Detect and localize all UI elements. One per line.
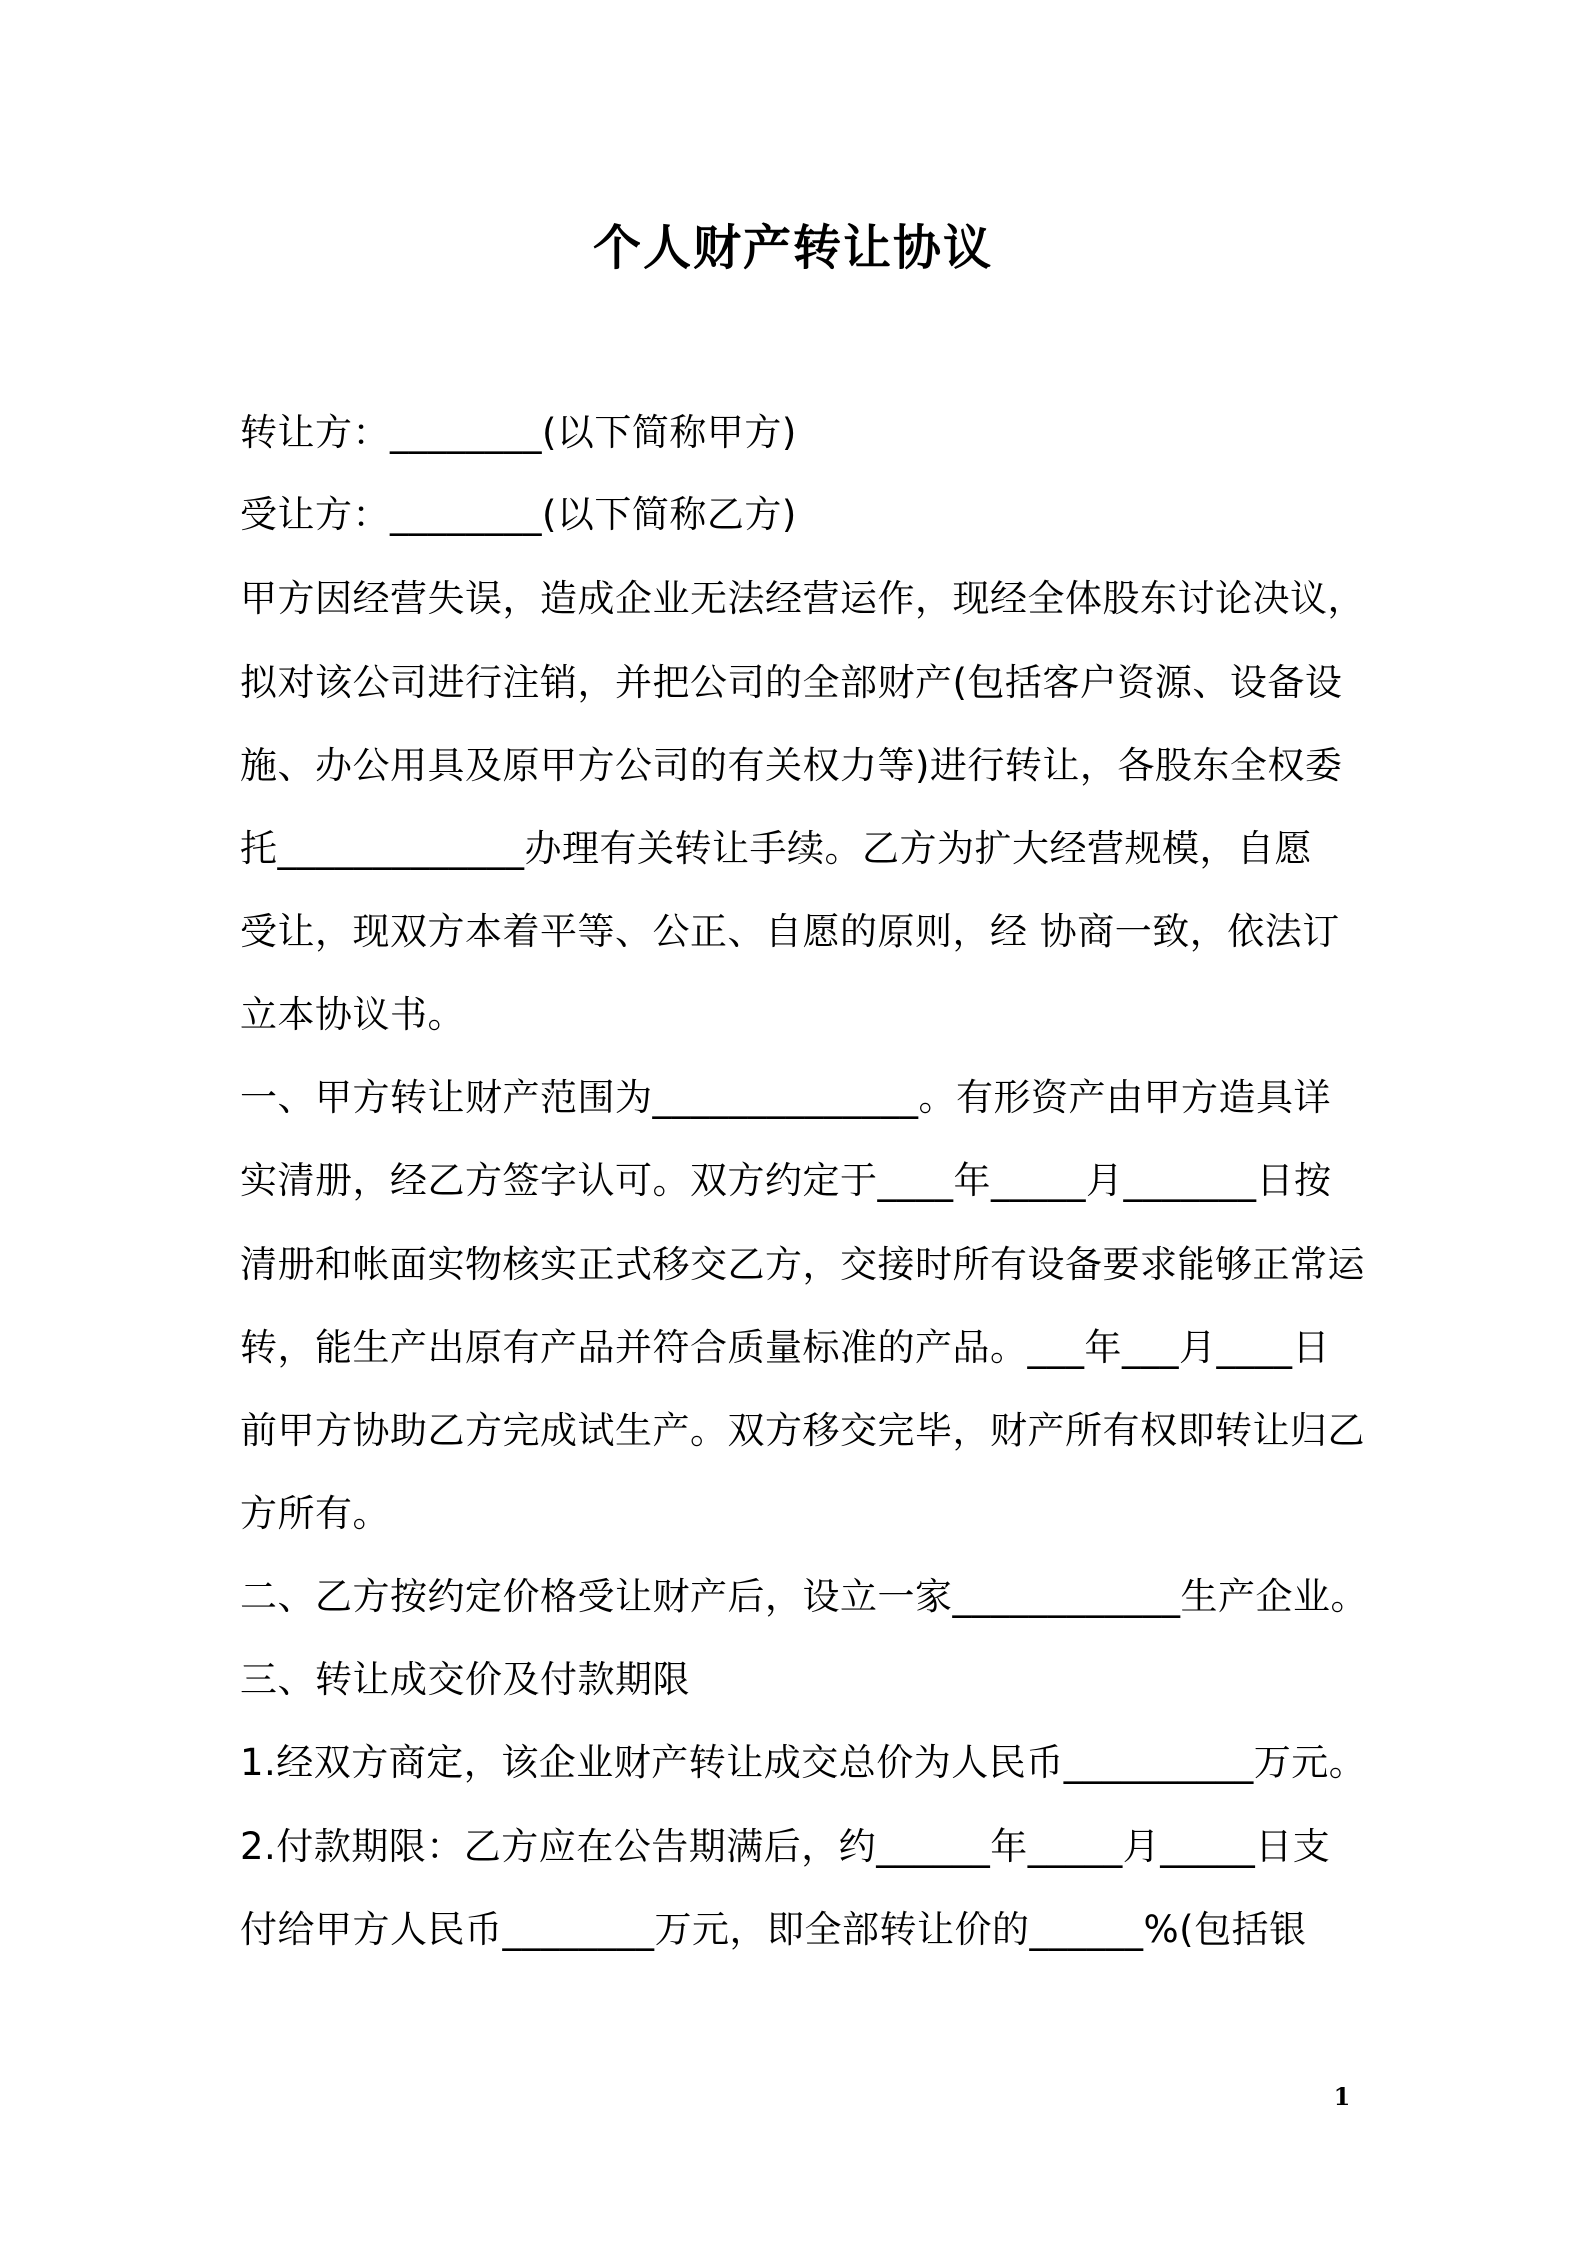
text-line: 付给甲方人民币________万元，即全部转让价的______%(包括银 [240,1908,1307,1951]
text-line: 方所有。 [240,1492,390,1535]
text-line: 受让方：________(以下简称乙方) [240,493,797,536]
text-line: 二、乙方按约定价格受让财产后，设立一家____________生产企业。 [240,1575,1368,1618]
text-line: 转让方：________(以下简称甲方) [240,411,797,454]
text-line: 甲方因经营失误，造成企业无法经营运作，现经全体股东讨论决议， [240,577,1365,620]
text-line: 受让，现双方本着平等、公正、自愿的原则，经 协商一致，依法订 [240,910,1340,953]
text-line: 施、办公用具及原甲方公司的有关权力等)进行转让，各股东全权委 [240,744,1343,787]
text-line: 前甲方协助乙方完成试生产。双方移交完毕，财产所有权即转让归乙 [240,1409,1365,1452]
text-line: 三、转让成交价及付款期限 [240,1658,690,1701]
text-line: 立本协议书。 [240,993,465,1036]
text-line: 托_____________办理有关转让手续。乙方为扩大经营规模，自愿 [240,827,1312,870]
text-line: 实清册，经乙方签字认可。双方约定于____年_____月_______日按 [240,1159,1332,1202]
text-line: 转，能生产出原有产品并符合质量标准的产品。___年___月____日 [240,1326,1330,1369]
text-line: 1.经双方商定，该企业财产转让成交总价为人民币__________万元。 [240,1741,1367,1784]
text-line: 2.付款期限：乙方应在公告期满后，约______年_____月_____日支 [240,1825,1331,1868]
page-number: 1 [1333,2082,1351,2111]
text-line: 一、甲方转让财产范围为______________。有形资产由甲方造具详 [240,1076,1331,1119]
text-line: 拟对该公司进行注销，并把公司的全部财产(包括客户资源、设备设 [240,661,1343,704]
document-title: 个人财产转让协议 [592,220,993,276]
text-line: 清册和帐面实物核实正式移交乙方，交接时所有设备要求能够正常运 [240,1243,1365,1286]
